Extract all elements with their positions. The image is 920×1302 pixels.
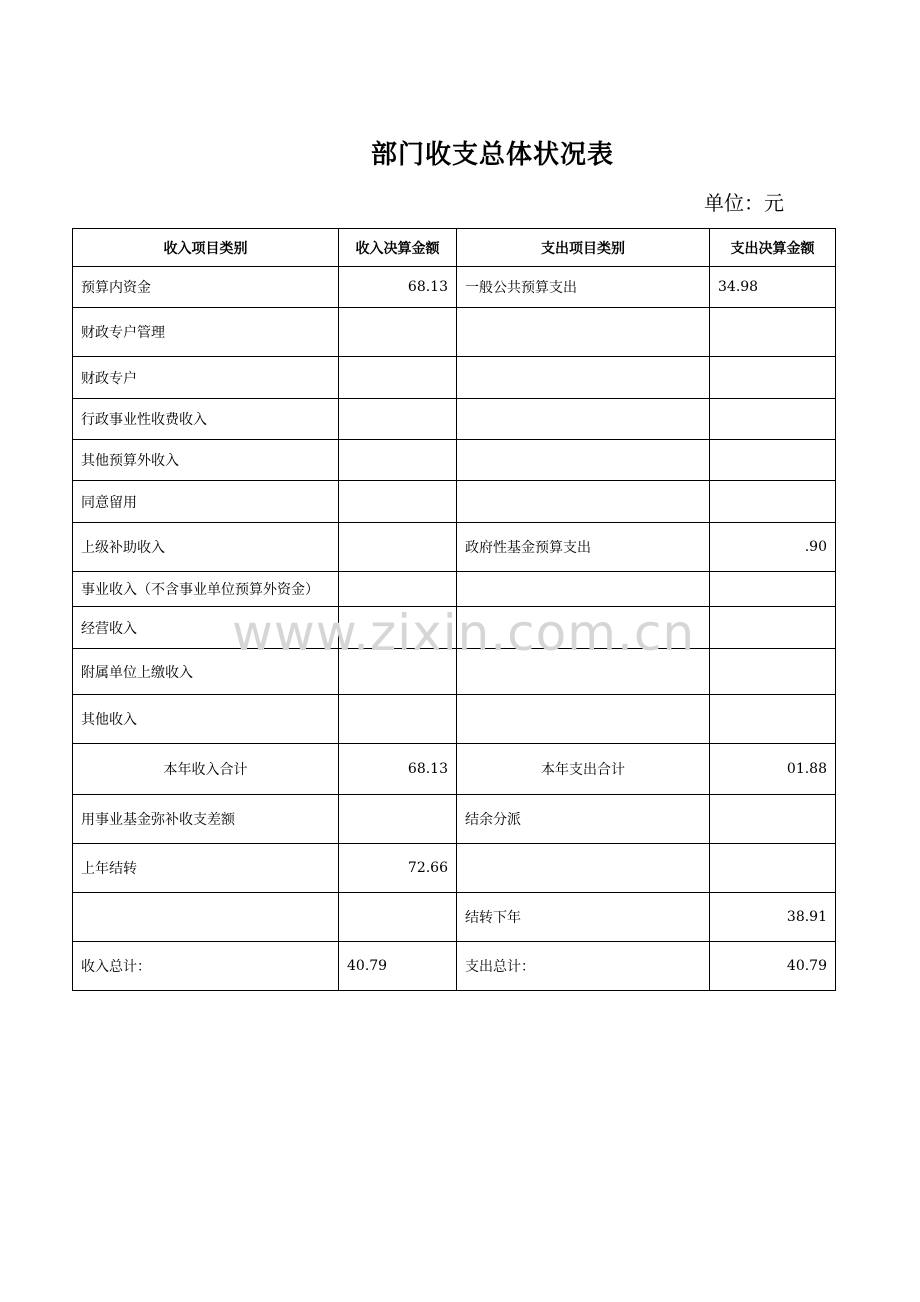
expense-amount <box>710 440 836 481</box>
expense-label <box>457 607 710 649</box>
expense-label <box>457 572 710 607</box>
expense-label <box>457 440 710 481</box>
expense-amount <box>710 399 836 440</box>
table-row <box>73 649 836 695</box>
expense-label: 支出总计： <box>457 942 710 991</box>
expense-label <box>457 695 710 744</box>
income-label: 上年结转 <box>73 844 339 893</box>
income-amount <box>339 399 457 440</box>
table-row-total <box>73 942 836 991</box>
income-amount <box>339 795 457 844</box>
income-amount <box>339 695 457 744</box>
income-label: 财政专户管理 <box>73 308 339 357</box>
income-label: 同意留用 <box>73 481 339 523</box>
header-income-amount: 收入决算金额 <box>339 229 457 267</box>
income-label: 行政事业性收费收入 <box>73 399 339 440</box>
table-header-row <box>73 229 836 267</box>
expense-label <box>457 844 710 893</box>
income-amount <box>339 607 457 649</box>
table-row <box>73 440 836 481</box>
header-income-category: 收入项目类别 <box>73 229 339 267</box>
table-row <box>73 695 836 744</box>
expense-label: 结转下年 <box>457 893 710 942</box>
table-row <box>73 893 836 942</box>
table-row <box>73 795 836 844</box>
expense-amount <box>710 481 836 523</box>
income-label: 上级补助收入 <box>73 523 339 572</box>
income-amount: 68.13 <box>339 267 457 308</box>
expense-label: 一般公共预算支出 <box>457 267 710 308</box>
income-amount <box>339 357 457 399</box>
income-amount <box>339 523 457 572</box>
expense-amount <box>710 695 836 744</box>
income-amount <box>339 893 457 942</box>
income-amount: 72.66 <box>339 844 457 893</box>
income-label <box>73 893 339 942</box>
income-label: 用事业基金弥补收支差额 <box>73 795 339 844</box>
header-expense-amount: 支出决算金额 <box>710 229 836 267</box>
income-label: 预算内资金 <box>73 267 339 308</box>
expense-label: 政府性基金预算支出 <box>457 523 710 572</box>
expense-amount <box>710 844 836 893</box>
expense-amount: 01.88 <box>710 744 836 795</box>
income-label: 经营收入 <box>73 607 339 649</box>
income-amount <box>339 440 457 481</box>
table-row <box>73 607 836 649</box>
table-row <box>73 399 836 440</box>
page-title: 部门收支总体状况表 <box>370 140 614 170</box>
income-amount <box>339 481 457 523</box>
income-amount <box>339 308 457 357</box>
expense-amount <box>710 795 836 844</box>
income-label: 附属单位上缴收入 <box>73 649 339 695</box>
table-row <box>73 572 836 607</box>
income-amount: 40.79 <box>339 942 457 991</box>
expense-label <box>457 308 710 357</box>
unit-label: 单位：元 <box>704 191 784 215</box>
income-expense-table <box>72 228 836 991</box>
expense-label <box>457 399 710 440</box>
table-row <box>73 308 836 357</box>
income-amount: 68.13 <box>339 744 457 795</box>
table-row <box>73 357 836 399</box>
income-label: 收入总计： <box>73 942 339 991</box>
table-row <box>73 481 836 523</box>
expense-amount <box>710 357 836 399</box>
table-row-subtotal <box>73 744 836 795</box>
income-label: 本年收入合计 <box>73 744 339 795</box>
header-expense-category: 支出项目类别 <box>457 229 710 267</box>
income-label: 其他收入 <box>73 695 339 744</box>
watermark: www.zixin.com.cn <box>232 604 696 662</box>
income-label: 其他预算外收入 <box>73 440 339 481</box>
expense-label: 结余分派 <box>457 795 710 844</box>
table-row <box>73 844 836 893</box>
expense-amount <box>710 572 836 607</box>
expense-amount: 40.79 <box>710 942 836 991</box>
expense-label <box>457 481 710 523</box>
income-amount <box>339 649 457 695</box>
expense-amount: .90 <box>710 523 836 572</box>
income-label: 事业收入（不含事业单位预算外资金） <box>73 572 339 607</box>
expense-label: 本年支出合计 <box>457 744 710 795</box>
income-amount <box>339 572 457 607</box>
expense-label <box>457 649 710 695</box>
expense-amount <box>710 607 836 649</box>
income-label: 财政专户 <box>73 357 339 399</box>
table-row <box>73 523 836 572</box>
expense-label <box>457 357 710 399</box>
table-row <box>73 267 836 308</box>
expense-amount: 34.98 <box>710 267 836 308</box>
expense-amount <box>710 649 836 695</box>
expense-amount: 38.91 <box>710 893 836 942</box>
expense-amount <box>710 308 836 357</box>
